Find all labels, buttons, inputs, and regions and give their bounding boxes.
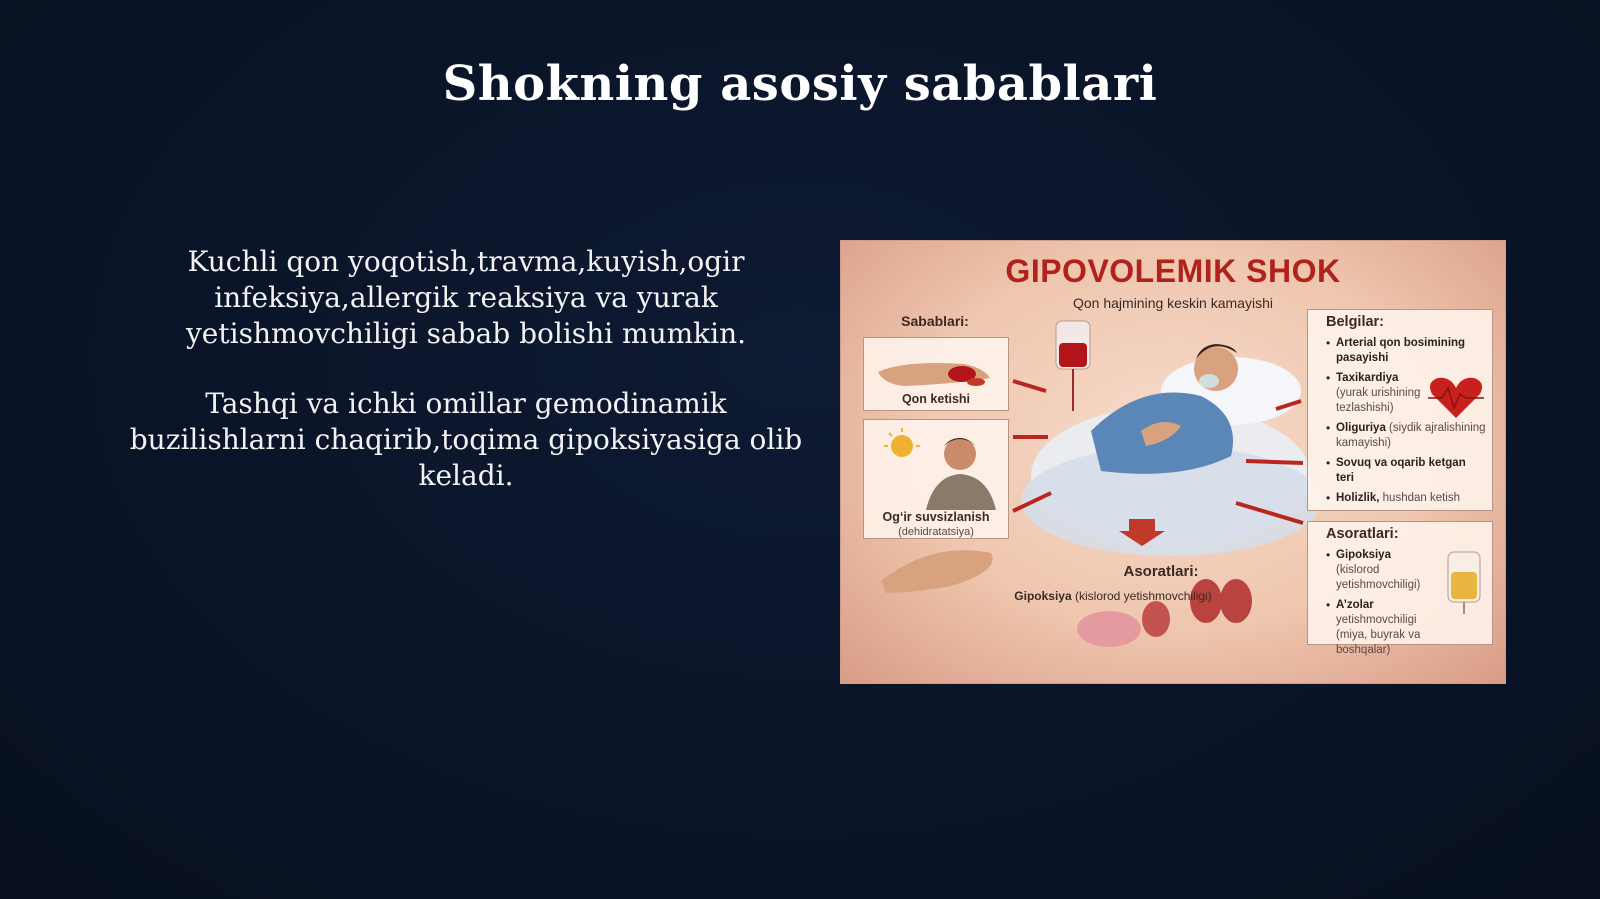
infographic-subtitle: Qon hajmining keskin kamayishi: [1073, 295, 1273, 311]
complications-heading: Asoratlari:: [1326, 526, 1399, 542]
bottom-complications-text: Gipoksiya (kislorod yetishmovchiligi): [1014, 589, 1212, 603]
sign-item: • Oliguriya (siydik ajralishining kamayishi): [1326, 421, 1486, 451]
infographic-image: [840, 240, 1506, 684]
heart-icon: [1426, 374, 1486, 422]
paragraph-mechanism: Tashqi va ichki omillar gemodinamik buzilishlarni chaqirib,toqima gipoksiyasiga olib keladi.: [129, 387, 803, 492]
iv-bag-icon: [1442, 546, 1486, 616]
cause-card-dehydration: [863, 419, 1009, 539]
causes-heading: Sabablari:: [901, 313, 969, 329]
slide-body: [118, 244, 814, 528]
signs-heading: Belgilar:: [1326, 314, 1385, 330]
sign-item: • Holizlik, hushdan ketish: [1326, 491, 1486, 506]
dehydrated-man-icon: [864, 424, 1010, 510]
complications-panel: [1307, 521, 1493, 656]
sign-item: • Arterial qon bosimining pasayishi: [1326, 336, 1486, 366]
paragraph-causes: Kuchli qon yoqotish,travma,kuyish,ogir infeksiya,allergik reaksiya va yurak yetishmovchiligi sabab bolishi mumkin.: [185, 245, 747, 350]
slide-title: Shokning asosiy sabablari: [442, 56, 1158, 112]
cause-sublabel-dehydration: (dehidratatsiya): [898, 526, 974, 538]
cause-card-bleeding: [863, 337, 1009, 411]
complication-item: • Gipoksiya (kislorod yetishmovchiligi): [1326, 548, 1436, 593]
cause-label-bleeding: Qon ketishi: [901, 392, 971, 406]
sign-item: • Taxikardiya (yurak urishining tezlashishi): [1326, 371, 1486, 416]
bottom-complications-heading: Asoratlari:: [1123, 563, 1199, 580]
signs-panel: [1307, 309, 1493, 511]
sign-item: • Sovuq va oqarib ketgan teri: [1326, 456, 1486, 486]
infographic-title: GIPOVOLEMIK SHOK: [1005, 253, 1341, 289]
complication-item: • A’zolar yetishmovchiligi (miya, buyrak va boshqalar): [1326, 598, 1436, 658]
cause-label-dehydration: Og‘ir suvsizlanish: [882, 510, 990, 524]
bleeding-arm-icon: [864, 342, 1010, 392]
